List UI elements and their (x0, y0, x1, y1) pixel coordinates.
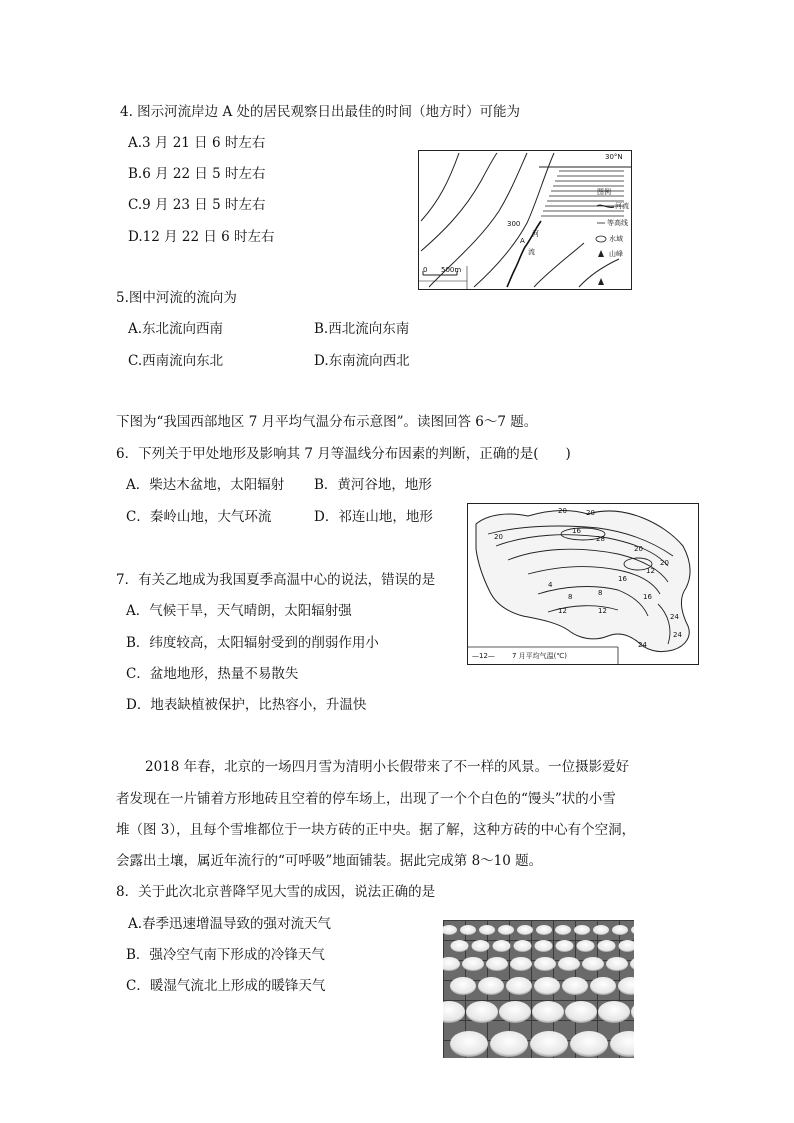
snow-mound (479, 925, 495, 935)
snow-mound (570, 1031, 608, 1057)
snow-mound (606, 957, 628, 971)
q6-option-c: C．秦岭山地，大气环流 (126, 509, 272, 525)
snow-mound (590, 977, 616, 995)
legend-title: 图例 (597, 188, 611, 196)
isotherm-label-9: 16 (618, 575, 627, 583)
snow-mound (565, 1001, 597, 1023)
q4-option-d: D.12 月 22 日 6 时左右 (128, 229, 275, 245)
isotherm-label-12: 8 (598, 589, 603, 597)
snow-mound (510, 957, 532, 971)
q7-option-d: D．地表缺植被保护，比热容小，升温快 (126, 697, 367, 713)
snow-mound (593, 925, 609, 935)
legend-isotherm-text: 7 月平均气温(℃) (512, 652, 568, 660)
q8-option-b: B．强冷空气南下形成的冷锋天气 (126, 947, 325, 963)
river-label-2: 流 (528, 248, 535, 256)
latitude-label: 30°N (605, 153, 623, 161)
snow-mound (506, 977, 532, 995)
passage-line-4: 会露出土壤，属近年流行的“可呼吸”地面铺装。据此完成第 8～10 题。 (116, 853, 543, 869)
q7-option-a: A．气候干旱，天气晴朗，太阳辐射强 (126, 603, 352, 619)
snow-mound (532, 1001, 564, 1023)
legend-isotherm-line: —12— (472, 652, 495, 660)
snow-mound (451, 940, 469, 952)
scale-distance: 500m (441, 266, 462, 274)
snow-mound (562, 977, 588, 995)
q8-option-a: A.春季迅速增温导致的强对流天气 (128, 916, 332, 932)
snow-mound (536, 925, 552, 935)
isotherm-label-8: 12 (646, 567, 655, 575)
isotherm-label-10: 4 (548, 581, 553, 589)
snow-mound (514, 940, 532, 952)
isotherm-label-14: 12 (598, 607, 607, 615)
isotherm-label-5: 28 (596, 535, 605, 543)
point-a-label: A (520, 237, 525, 245)
snow-mound (577, 940, 595, 952)
snow-mound (460, 925, 476, 935)
q7-option-b: B．纬度较高，太阳辐射受到的削弱作用小 (126, 635, 379, 651)
isotherm-label-17: 24 (673, 631, 682, 639)
snow-mound (574, 925, 590, 935)
q5-option-c: C.西南流向东北 (128, 353, 224, 369)
isotherm-label-11: 8 (568, 593, 573, 601)
q8-option-c: C．暖湿气流北上形成的暖锋天气 (126, 978, 326, 994)
legend-contour: 等高线 (607, 219, 628, 227)
legend-peak: 山峰 (609, 250, 623, 258)
snow-mound (498, 925, 514, 935)
river-label-1: 河 (532, 230, 539, 238)
snow-mound (462, 957, 484, 971)
snow-mound (612, 925, 628, 935)
snow-mound (499, 1001, 531, 1023)
snow-mound (555, 925, 571, 935)
snow-mound (478, 977, 504, 995)
q7-stem: 7．有关乙地成为我国夏季高温中心的说法，错误的是 (116, 572, 436, 588)
q6-stem: 6．下列关于甲处地形及影响其 7 月等温线分布因素的判断，正确的是( ) (116, 446, 571, 462)
isotherm-label-18: 24 (638, 641, 647, 649)
q5-option-b: B.西北流向东南 (314, 321, 410, 337)
q4-option-b: B.6 月 22 日 5 时左右 (128, 166, 266, 182)
isotherm-label-3: 16 (572, 527, 581, 535)
isotherm-label-4: 20 (586, 509, 595, 517)
q6-option-d: D．祁连山地，地形 (314, 509, 433, 525)
snow-mound (486, 957, 508, 971)
contour-value-label: 300 (507, 220, 521, 228)
q7-option-c: C．盆地地形，热量不易散失 (126, 666, 299, 682)
snow-mound (534, 977, 560, 995)
snow-mound (598, 1001, 630, 1023)
snow-mound (582, 957, 604, 971)
snow-mound (450, 977, 476, 995)
snow-mound (493, 940, 511, 952)
q6-option-b: B．黄河谷地，地形 (314, 477, 432, 493)
legend-water: 水域 (609, 235, 623, 243)
isotherm-label-7: 20 (660, 559, 669, 567)
snow-mound (556, 940, 574, 952)
isotherm-label-15: 16 (643, 593, 652, 601)
isotherm-map (467, 503, 699, 665)
snow-mound (466, 1001, 498, 1023)
isotherm-label-2: 20 (494, 533, 503, 541)
q8-stem: 8．关于此次北京普降罕见大雪的成因，说法正确的是 (116, 884, 436, 900)
snow-mound (534, 957, 556, 971)
isotherm-label-13: 12 (558, 607, 567, 615)
intro-6-7: 下图为“我国西部地区 7 月平均气温分布示意图”。读图回答 6～7 题。 (116, 414, 538, 430)
isotherm-label-6: 20 (634, 545, 643, 553)
isotherm-map-drawing (468, 504, 698, 664)
snow-mound (530, 1031, 568, 1057)
q4-option-a: A.3 月 21 日 6 时左右 (128, 135, 266, 151)
passage-line-1: 2018 年春，北京的一场四月雪为清明小长假带来了不一样的风景。一位摄影爱好 (145, 759, 630, 775)
snow-mound (598, 940, 616, 952)
snow-mound (517, 925, 533, 935)
q4-stem: 4. 图示河流岸边 A 处的居民观察日出最佳的时间（地方时）可能为 (120, 104, 521, 120)
passage-line-2: 者发现在一片铺着方形地砖且空着的停车场上，出现了一个个白色的“馒头”状的小雪 (116, 791, 616, 807)
snow-mound (450, 1031, 488, 1057)
q4-option-c: C.9 月 23 日 5 时左右 (128, 197, 266, 213)
snow-mound (535, 940, 553, 952)
isotherm-label-1: 20 (558, 507, 567, 515)
scale-zero: 0 (423, 266, 428, 274)
q5-option-d: D.东南流向西北 (314, 353, 410, 369)
isotherm-label-16: 24 (670, 613, 679, 621)
snow-mound (558, 957, 580, 971)
q6-option-a: A．柴达木盆地，太阳辐射 (126, 477, 285, 493)
snow-mounds-photo (443, 920, 634, 1058)
snow-mounds-drawing (443, 920, 634, 1058)
q5-option-a: A.东北流向西南 (128, 321, 224, 337)
legend-river: 河流 (615, 202, 629, 210)
snow-mound (490, 1031, 528, 1057)
contour-map (418, 150, 632, 290)
q5-stem: 5.图中河流的流向为 (116, 290, 237, 306)
snow-mound (472, 940, 490, 952)
passage-line-3: 堆（图 3），且每个雪堆都位于一块方砖的正中央。据了解，这种方砖的中心有个空洞， (116, 822, 636, 838)
